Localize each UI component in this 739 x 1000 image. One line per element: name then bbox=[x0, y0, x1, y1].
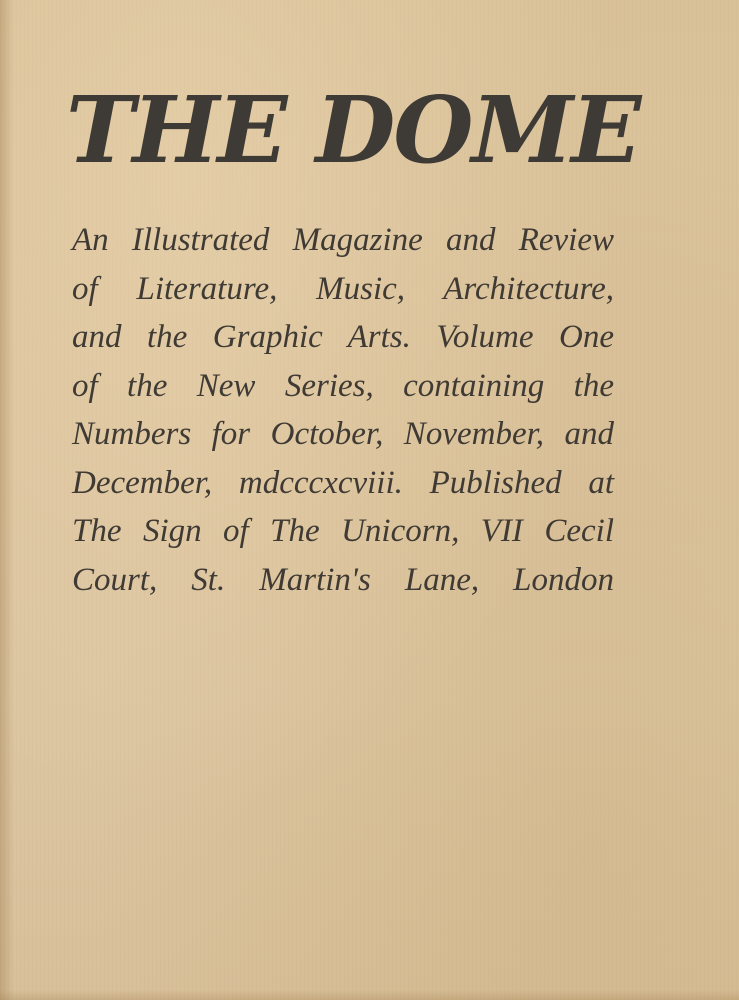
description-line: Numbers for October, November, and bbox=[72, 416, 614, 452]
description-line: Court, St. Martin's Lane, London bbox=[72, 561, 614, 598]
description-line: An Illustrated Magazine and Review bbox=[72, 222, 614, 258]
description-line: and the Graphic Arts. Volume One bbox=[72, 319, 614, 355]
description-line: of the New Series, containing the bbox=[72, 367, 614, 404]
description-line: of Literature, Music, Architecture, bbox=[72, 270, 614, 307]
cover-description bbox=[72, 216, 614, 604]
magazine-title: THE DOME bbox=[66, 76, 640, 184]
description-line: The Sign of The Unicorn, VII Cecil bbox=[72, 513, 614, 549]
description-line: December, mdcccxcviii. Published at bbox=[72, 464, 614, 501]
